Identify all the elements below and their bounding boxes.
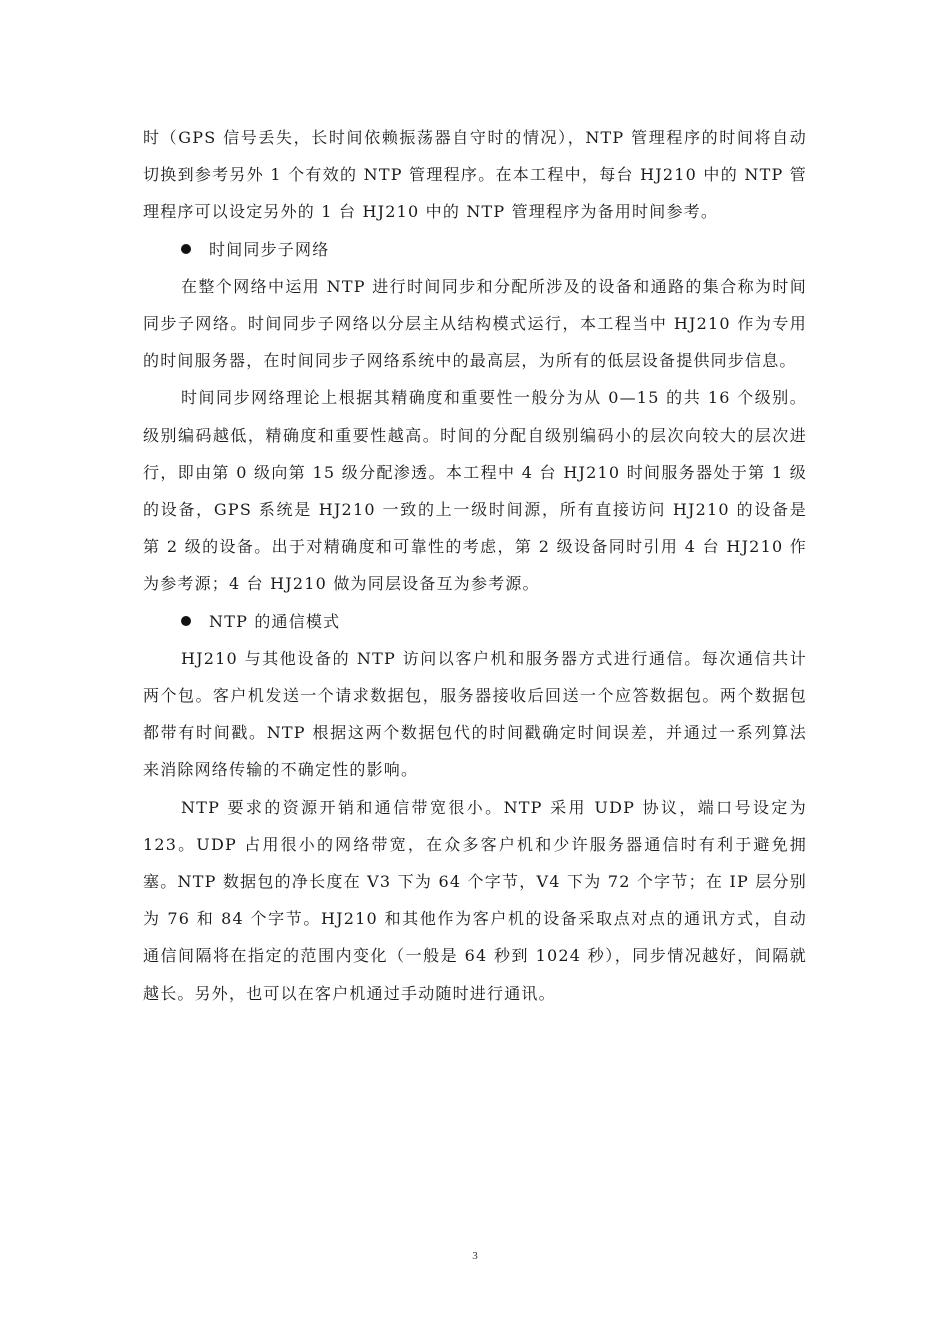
bullet-item-ntp-communication-mode bbox=[143, 603, 807, 640]
paragraph-client-server: HJ210 与其他设备的 NTP 访问以客户机和服务器方式进行通信。每次通信共计两个包。客户机发送一个请求数据包，服务器接收后回送一个应答数据包。两个数据包都带有时间戳。NTP 根据这两个数据包代的时间戳确定时间误差，并通过一系列算法来消除网络传输的不确定性的影响。 bbox=[143, 648, 807, 780]
paragraph-resource-overhead: NTP 要求的资源开销和通信带宽很小。NTP 采用 UDP 协议，端口号设定为 123。UDP 占用很小的网络带宽，在众多客户机和少许服务器通信时有利于避免拥塞。NTP 数据包的净长度在 V3 下为 64 个字节，V4 下为 72 个字节；在 IP 层分别为 76 和 84 个字节。HJ210 和其他作为客户机的设备采取点对点的通讯方式，自动通信间隔将在指定的范围内变化（一般是 64 秒到 1024 秒），同步情况越好，间隔就越长。另外，也可以在客户机通过手动随时进行通讯。 bbox=[143, 797, 807, 1003]
paragraph-continuation: 时（GPS 信号丢失，长时间依赖振荡器自守时的情况），NTP 管理程序的时间将自动切换到参考另外 1 个有效的 NTP 管理程序。在本工程中，每台 HJ210 中的 NTP 管理程序可以设定另外的 1 台 HJ210 中的 NTP 管理程序为备用时间参考。 bbox=[143, 128, 807, 222]
paragraph-stratum-levels: 时间同步网络理论上根据其精确度和重要性一般分为从 0—15 的共 16 个级别。级别编码越低，精确度和重要性越高。时间的分配自级别编码小的层次向较大的层次进行，即由第 0 级向第 15 级分配渗透。本工程中 4 台 HJ210 时间服务器处于第 1 级的设备，GPS 系统是 HJ210 一致的上一级时间源，所有直接访问 HJ210 的设备是第 2 级的设备。出于对精确度和可靠性的考虑，第 2 级设备同时引用 4 台 HJ210 作为参考源；4 台 HJ210 做为同层设备互为参考源。 bbox=[143, 388, 807, 594]
bullet-label: 时间同步子网络 bbox=[209, 239, 330, 259]
paragraph-subnet-definition: 在整个网络中运用 NTP 进行时间同步和分配所涉及的设备和通路的集合称为时间同步子网络。时间同步子网络以分层主从结构模式运行，本工程当中 HJ210 作为专用的时间服务器，在时间同步子网络系统中的最高层，为所有的低层设备提供同步信息。 bbox=[143, 276, 807, 371]
bullet-item-time-sync-subnet bbox=[143, 231, 807, 268]
page-number: 3 bbox=[472, 1250, 478, 1262]
bullet-dot-icon bbox=[181, 616, 191, 626]
bullet-label: NTP 的通信模式 bbox=[209, 611, 341, 631]
body-text bbox=[143, 119, 807, 1012]
bullet-dot-icon bbox=[181, 244, 191, 254]
